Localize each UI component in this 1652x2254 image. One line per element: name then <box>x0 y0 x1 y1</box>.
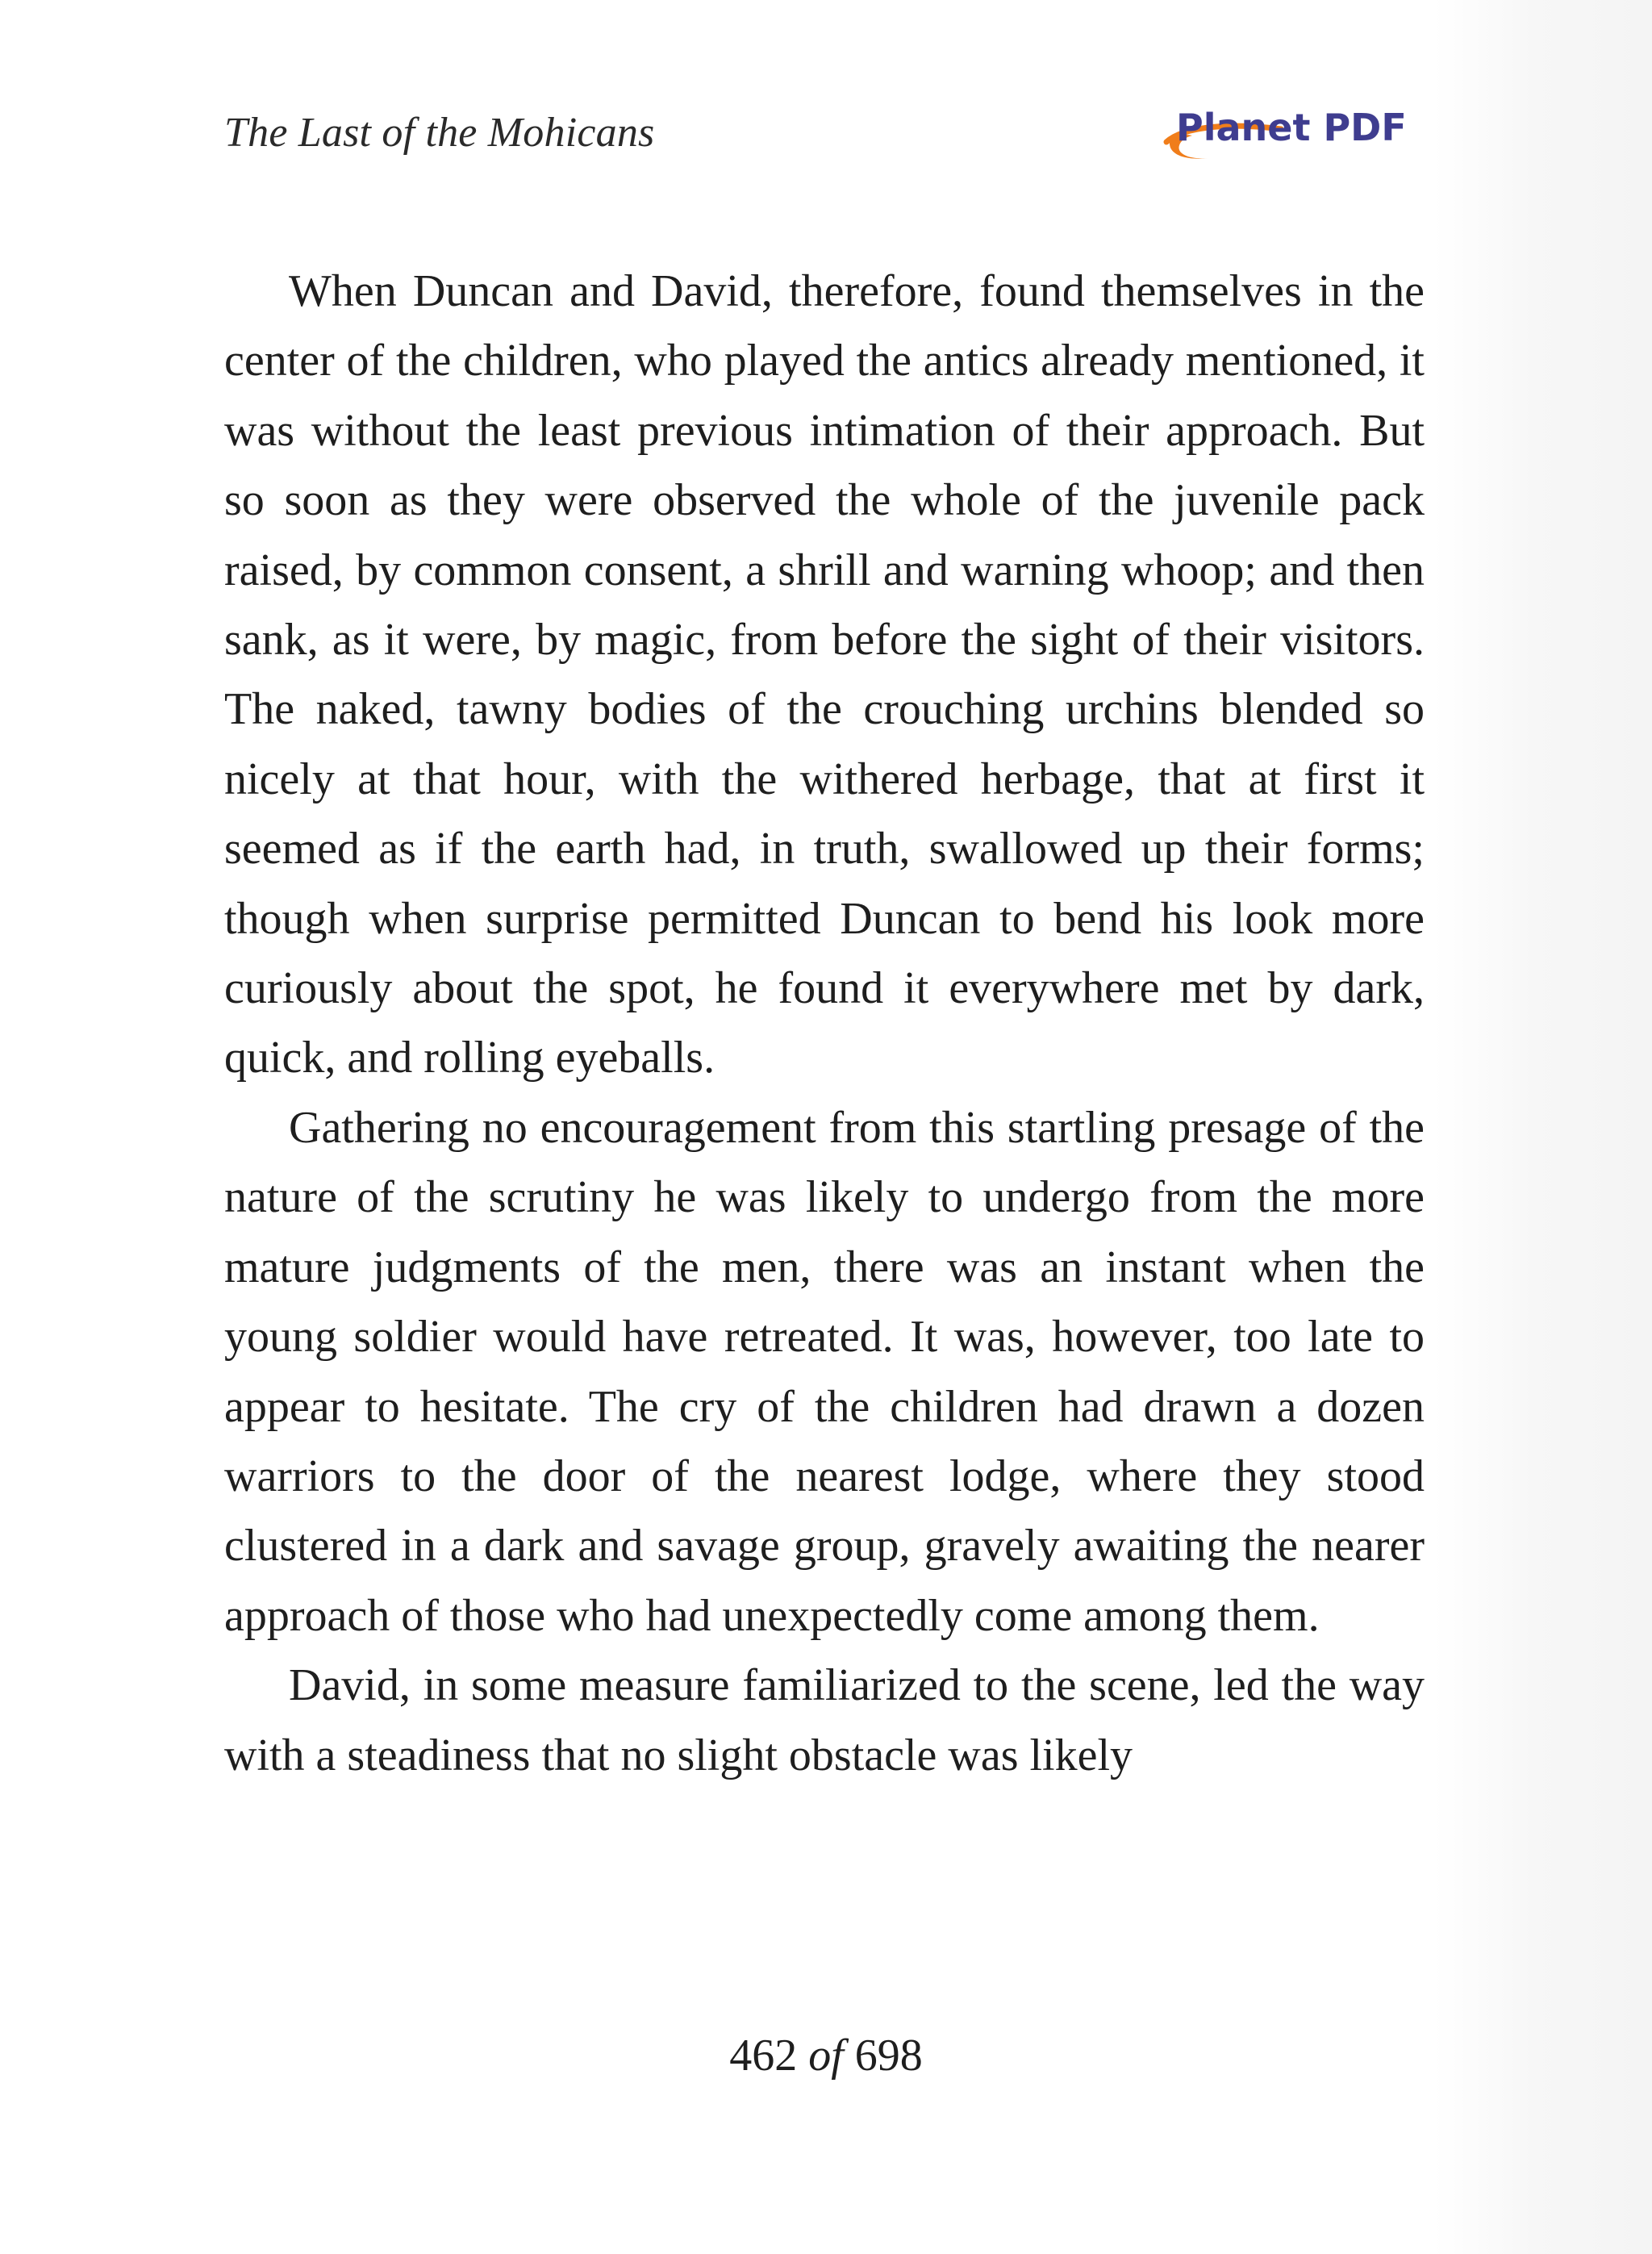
current-page-number: 462 <box>729 2031 798 2081</box>
page-of-label: of <box>808 2031 844 2081</box>
paragraph-3: David, in some measure familiarized to the scene, led the way with a steadiness that no slight obstacle was likely <box>224 1660 1425 1780</box>
paragraph-1: When Duncan and David, therefore, found themselves in the center of the children, who played the antics already mentioned, it was without the least previous intimation of their approach. But so soon as they were observed the whole of the juvenile pack raised, by common consent, a shrill and warning whoop; and then sank, as it were, by magic, from before the sight of their visitors. The naked, tawny bodies of the crouching urchins blended so nicely at that hour, with the withered herbage, that at first it seemed as if the earth had, in truth, swallowed up their forms; though when surprise permitted Duncan to bend his look more curiously about the spot, he found it everywhere met by dark, quick, and rolling eyeballs. <box>224 266 1425 1083</box>
page-edge-shade <box>1434 0 1652 2254</box>
page-body <box>224 257 1425 1790</box>
total-page-count: 698 <box>854 2031 923 2081</box>
logo-text: Planet PDF <box>1176 106 1407 149</box>
book-title: The Last of the Mohicans <box>224 110 655 156</box>
page-header <box>224 105 1434 169</box>
page-number <box>0 2023 1652 2088</box>
planet-pdf-logo <box>1160 102 1426 166</box>
paragraph-2: Gathering no encouragement from this startling presage of the nature of the scrutiny he was likely to undergo from the more mature judgments of the men, there was an instant when the young soldier would have retreated. It was, however, too late to appear to hesitate. The cry of the children had drawn a dozen warriors to the door of the nearest lodge, where they stood clustered in a dark and savage group, gravely awaiting the nearer approach of those who had unexpectedly come among them. <box>224 1102 1425 1641</box>
